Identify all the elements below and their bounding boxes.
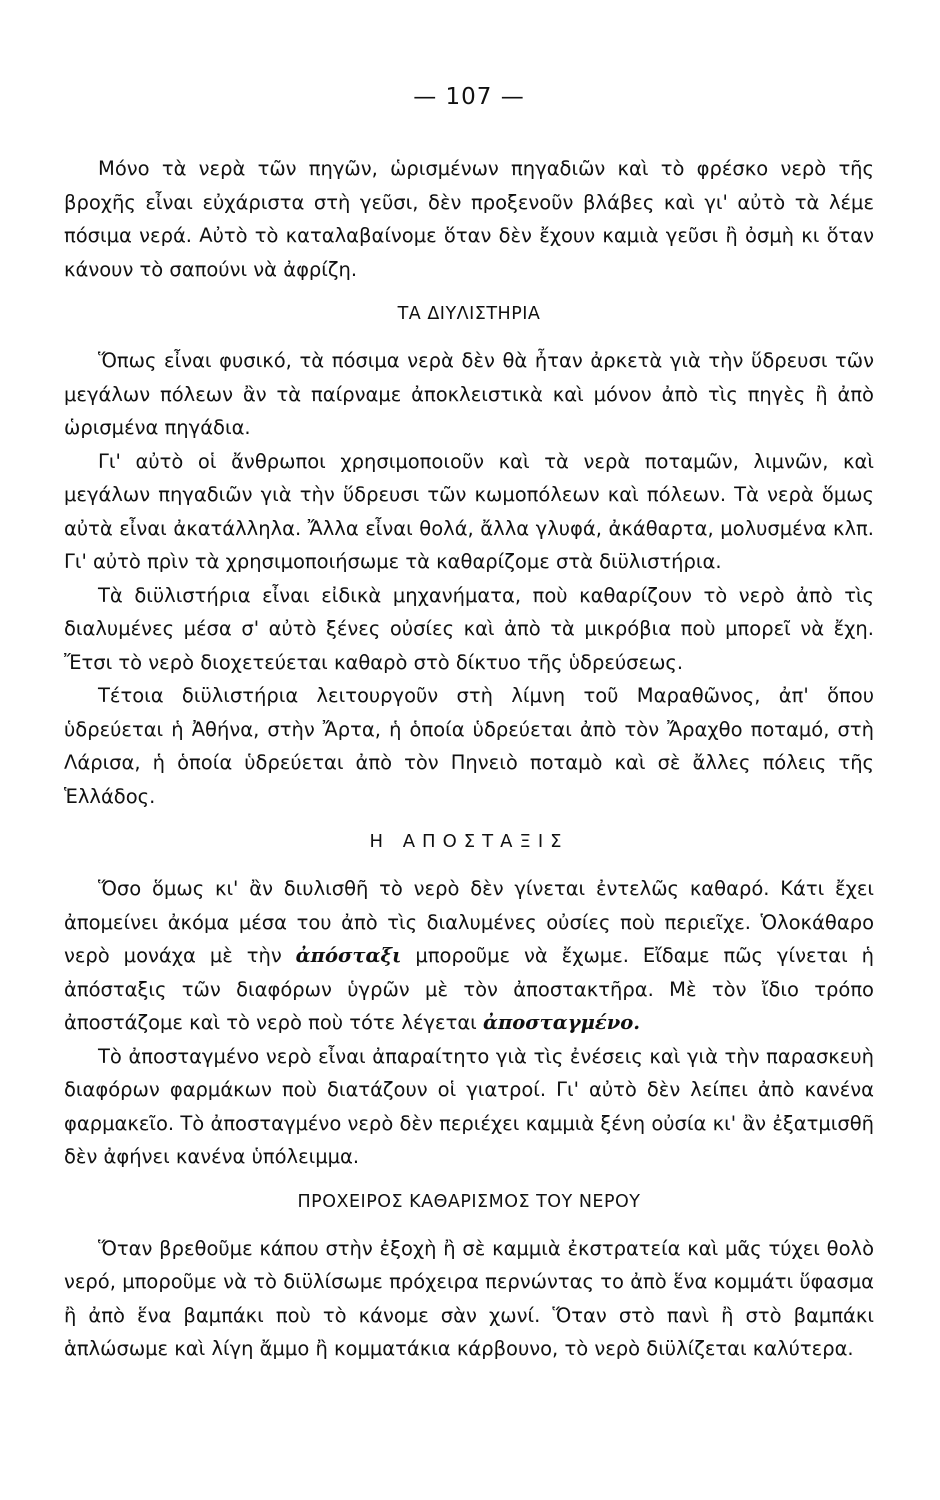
distillation-text-a: Ὅσο ὅμως κι' ἂν διυλισθῆ τὸ νερὸ δὲν γίνεται ἐντελῶς καθαρό. Κάτι ἔχει ἀπομείνει ἀκόμα μέσα του ἀπὸ τὶς διαλυμένες οὐσίες ποὺ περιεῖχε. Ὁλοκάθαρο νερὸ μονάχα μὲ τὴν [64, 877, 874, 967]
intro-paragraph: Μόνο τὰ νερὰ τῶν πηγῶν, ὡρισμένων πηγαδιῶν καὶ τὸ φρέσκο νερὸ τῆς βροχῆς εἶναι εὐχάριστα στὴ γεῦσι, δὲν προξενοῦν βλάβες καὶ γι' αὐτὸ τὰ λέμε πόσιμα νερά. Αὐτὸ τὸ καταλαβαίνομε ὅταν δὲν ἔχουν καμιὰ γεῦσι ἢ ὀσμὴ κι ὅταν κάνουν τὸ σαπούνι νὰ ἀφρίζη. [64, 157, 874, 281]
filters-paragraph-4: Τέτοια διϋλιστήρια λειτουργοῦν στὴ λίμνη τοῦ Μαραθῶνος, ἀπ' ὅπου ὑδρεύεται ἡ Ἀθήνα, στὴν Ἄρτα, ἡ ὁποία ὑδρεύεται ἀπὸ τὸν Ἄραχθο ποταμό, στὴ Λάρισα, ἡ ὁποία ὑδρεύεται ἀπὸ τὸν Πηνειὸ ποταμὸ καὶ σὲ ἄλλες πόλεις τῆς Ἑλλάδος. [64, 684, 874, 808]
filters-paragraph-3: Τὰ διϋλιστήρια εἶναι εἰδικὰ μηχανήματα, ποὺ καθαρίζουν τὸ νερὸ ἀπὸ τὶς διαλυμένες μέσα σ' αὐτὸ ξένες οὐσίες καὶ ἀπὸ τὰ μικρόβια ποὺ μπορεῖ νὰ ἔχη. Ἔτσι τὸ νερὸ διοχετεύεται καθαρὸ στὸ δίκτυο τῆς ὑδρεύσεως. [64, 583, 874, 674]
section-title-distillation: Η ΑΠΟΣΤΑΞΙΣ [369, 831, 569, 852]
filters-paragraph-2: Γι' αὐτὸ οἱ ἄνθρωποι χρησιμοποιοῦν καὶ τὰ νερὰ ποταμῶν, λιμνῶν, καὶ μεγάλων πηγαδιῶν γιὰ τὴν ὕδρευσι τῶν κωμοπόλεων καὶ πόλεων. Τὰ νερὰ ὅμως αὐτὰ εἶναι ἀκατάλληλα. Ἄλλα εἶναι θολά, ἄλλα γλυφά, ἀκάθαρτα, μολυσμένα κλπ. Γι' αὐτὸ πρὶν τὰ χρησιμοποιήσωμε τὰ καθαρίζομε στὰ διϋλιστήρια. [64, 449, 874, 573]
page-number: — 107 — [413, 84, 525, 110]
distillation-paragraph-2: Τὸ ἀποσταγμένο νερὸ εἶναι ἀπαραίτητο γιὰ τὶς ἐνέσεις καὶ γιὰ τὴν παρασκευὴ διαφόρων φαρμάκων ποὺ διατάζουν οἱ γιατροί. Γι' αὐτὸ δὲν λείπει ἀπὸ κανένα φαρμακεῖο. Τὸ ἀποσταγμένο νερὸ δὲν περιέχει καμμιὰ ξένη οὐσία κι' ἂν ἐξατμισθῆ δὲν ἀφήνει κανένα ὑπόλειμμα. [64, 1044, 874, 1168]
section-title-filters: ΤΑ ΔΙΥΛΙΣΤΗΡΙΑ [397, 304, 541, 324]
distilled-term: ἀποσταγμένο. [482, 1011, 641, 1034]
distillation-text-b: μποροῦμε νὰ ἔχωμε. Εἴδαμε πῶς γίνεται ἡ ἀπόσταξις τῶν διαφόρων ὑγρῶν μὲ τὸν ἀποστακτῆρα. Μὲ τὸν ἴδιο τρόπο ἀποστάζομε καὶ τὸ νερὸ ποὺ τότε λέγεται [64, 944, 874, 1034]
rough-cleaning-paragraph: Ὅταν βρεθοῦμε κάπου στὴν ἐξοχὴ ἢ σὲ καμμιὰ ἐκστρατεία καὶ μᾶς τύχει θολὸ νερό, μποροῦμε νὰ τὸ διϋλίσωμε πρόχειρα περνώντας το ἀπὸ ἕνα κομμάτι ὕφασμα ἢ ἀπὸ ἕνα βαμπάκι ποὺ τὸ κάνομε σὰν χωνί. Ὅταν στὸ πανὶ ἢ στὸ βαμπάκι ἁπλώσωμε καὶ λίγη ἄμμο ἢ κομματάκια κάρβουνο, τὸ νερὸ διϋλίζεται καλύτερα. [64, 1236, 874, 1360]
filters-paragraph-1: Ὅπως εἶναι φυσικό, τὰ πόσιμα νερὰ δὲν θὰ ἦταν ἀρκετὰ γιὰ τὴν ὕδρευσι τῶν μεγάλων πόλεων ἂν τὰ παίρναμε ἀποκλειστικὰ καὶ μόνον ἀπὸ τὶς πηγὲς ἢ ἀπὸ ὡρισμένα πηγάδια. [64, 349, 874, 439]
distillation-term: ἀπόσταξι [295, 944, 402, 967]
distillation-paragraph-1 [64, 872, 874, 1040]
section-title-rough-cleaning: ΠΡΟΧΕΙΡΟΣ ΚΑΘΑΡΙΣΜΟΣ ΤΟΥ ΝΕΡΟΥ [297, 1191, 641, 1212]
